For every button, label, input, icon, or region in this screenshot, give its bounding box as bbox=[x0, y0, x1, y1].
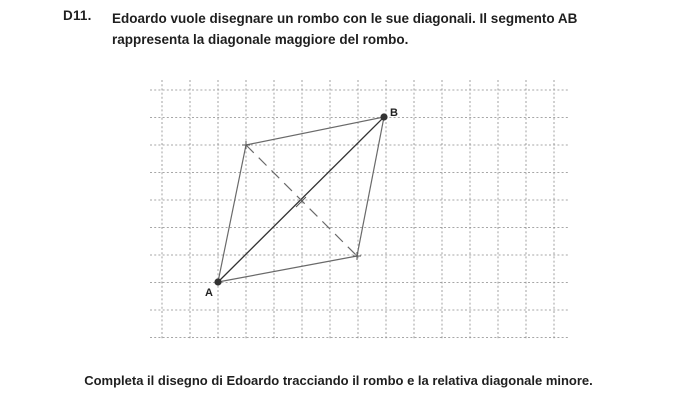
center-tick bbox=[296, 197, 306, 207]
rhombus-side-da bbox=[218, 256, 357, 282]
point-b bbox=[380, 113, 387, 120]
point-b-label: B bbox=[390, 107, 398, 119]
minor-diagonal bbox=[246, 145, 357, 256]
point-a-label: A bbox=[205, 287, 213, 299]
rhombus-side-cb bbox=[246, 117, 384, 145]
rhombus-side-bd bbox=[357, 117, 384, 256]
question-number: D11. bbox=[63, 8, 92, 23]
question-text: Edoardo vuole disegnare un rombo con le sue diagonali. Il segmento AB rappresenta la diagonale maggiore del rombo. bbox=[112, 11, 578, 47]
rhombus-side-ac bbox=[218, 145, 246, 282]
instruction-text: Completa il disegno di Edoardo tracciando il rombo e la relativa diagonale minore. bbox=[84, 373, 593, 388]
point-a bbox=[214, 278, 221, 285]
dotted-grid bbox=[150, 80, 568, 340]
